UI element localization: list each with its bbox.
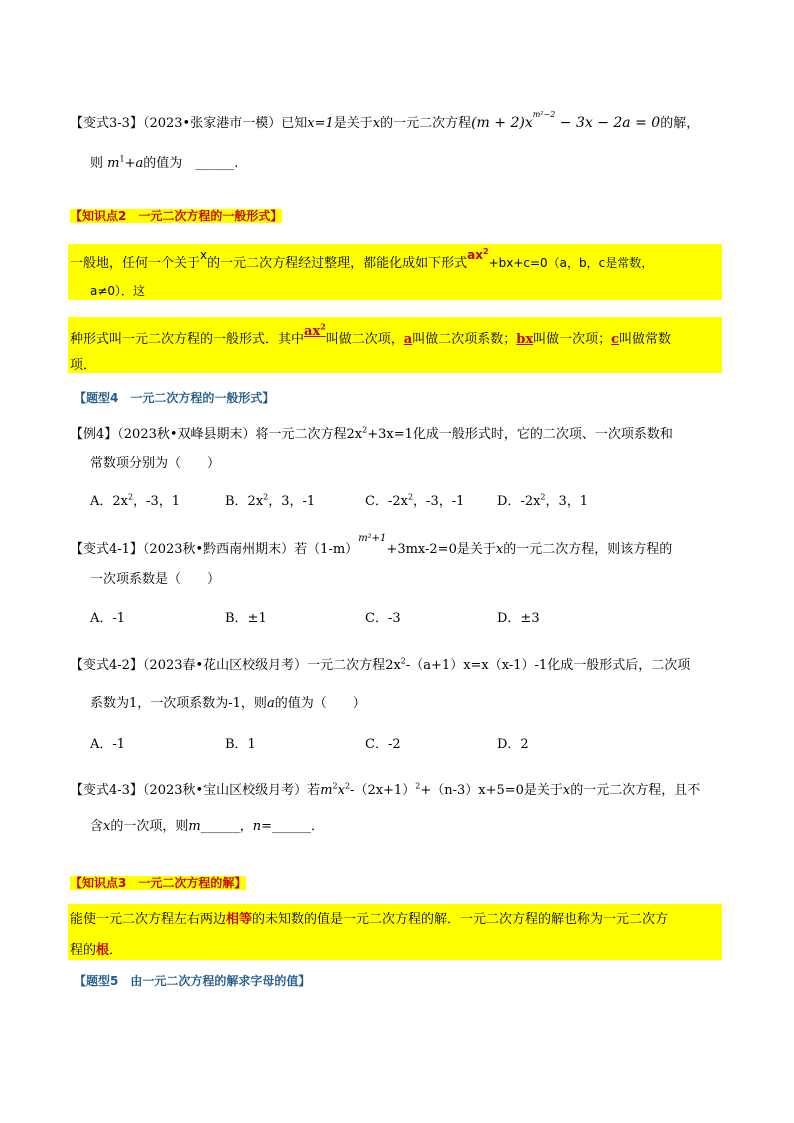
option-a[interactable]: A．$2x^2$，-3，1 xyxy=(90,492,181,509)
variant-tag: 【变式3-3】 xyxy=(70,116,143,131)
option-d[interactable]: D．2 xyxy=(497,737,529,752)
answer-blank: ______， xyxy=(200,819,253,834)
option-c[interactable]: C．$-2x^2$，-3，-1 xyxy=(365,492,465,509)
variant-3-3-line2: 则 $m^1+a$的值为 ______. xyxy=(90,154,239,171)
example-4-line2: 常数项分别为（ ） xyxy=(90,456,221,471)
option-b[interactable]: B．1 xyxy=(225,737,256,752)
answer-blank: ______. xyxy=(195,156,239,171)
variant-4-1-line1: 【变式4-1】（2023秋•黔西南州期末）若$(1-m)^{m^2+1}+3mx-2=0$是关于x的一元二次方程，则该方程的 xyxy=(70,533,673,557)
knowledge-2-line1: 一般地，任何一个关于x的一元二次方程经过整理，都能化成如下形式$ax^2+bx+c=0(a$，b，c是常数， xyxy=(70,247,654,271)
knowledge-3-line2: 程的根． xyxy=(70,943,123,958)
variant-4-3-line1: 【变式4-3】（2023秋•宝山区校级月考）若$m^2x^2-(2x+1)^2+(n-3)x+5=0$是关于x的一元二次方程，且不 xyxy=(70,781,701,798)
option-c[interactable]: C．-3 xyxy=(365,611,401,626)
variant-4-2-line1: 【变式4-2】（2023春•花山区校级月考）一元二次方程$2x^2-(a+1)x=x(x-1)-1$化成一般形式后，二次项 xyxy=(70,656,691,673)
variant-4-3-line2: 含x的一次项，则m______，n=______． xyxy=(90,819,324,834)
question-type-4-title: 【题型4 一元二次方程的一般形式】 xyxy=(74,391,275,405)
option-d[interactable]: D．±3 xyxy=(497,611,540,626)
variant-3-3-line1: 【变式3-3】（2023•张家港市一模）已知x=1是关于x的一元二次方程$(m + 2)x^{m^2-2} - 3x - 2a = 0$的解， xyxy=(70,110,700,131)
equation-formula: $(m + 2)x^{m^2-2} - 3x - 2a = 0$ xyxy=(471,110,661,131)
option-b[interactable]: B．±1 xyxy=(225,611,267,626)
example-4-line1: 【例4】（2023秋•双峰县期末）将一元二次方程$2x^2+3x=1$化成一般形式时，它的二次项、一次项系数和 xyxy=(70,425,673,442)
answer-blank: =______． xyxy=(261,819,324,834)
knowledge-3-line1: 能使一元二次方程左右两边相等的未知数的值是一元二次方程的解．一元二次方程的解也称为一元二次方 xyxy=(70,912,669,927)
knowledge-point-2-title: 【知识点2 一元二次方程的一般形式】 xyxy=(70,209,283,223)
knowledge-point-3-title: 【知识点3 一元二次方程的解】 xyxy=(70,876,247,890)
option-a[interactable]: A．-1 xyxy=(90,611,126,626)
option-d[interactable]: D．$-2x^2$，3，1 xyxy=(497,492,589,509)
variant-4-2-line2: 系数为1，一次项系数为-1，则a的值为（ ） xyxy=(90,696,366,711)
variant-4-1-line2: 一次项系数是（ ） xyxy=(90,572,221,587)
knowledge-2-line4: 项． xyxy=(70,358,97,373)
knowledge-2-line3: 种形式叫一元二次方程的一般形式．其中$ax^2$叫做二次项，a叫做二次项系数；bx叫做一次项；c叫做常数 xyxy=(70,321,672,347)
knowledge-2-line2: a≠0）．这 xyxy=(90,284,146,298)
option-a[interactable]: A．-1 xyxy=(90,737,126,752)
option-b[interactable]: B．$2x^2$，3，-1 xyxy=(225,492,316,509)
option-c[interactable]: C．-2 xyxy=(365,737,401,752)
question-type-5-title: 【题型5 由一元二次方程的解求字母的值】 xyxy=(74,974,311,988)
